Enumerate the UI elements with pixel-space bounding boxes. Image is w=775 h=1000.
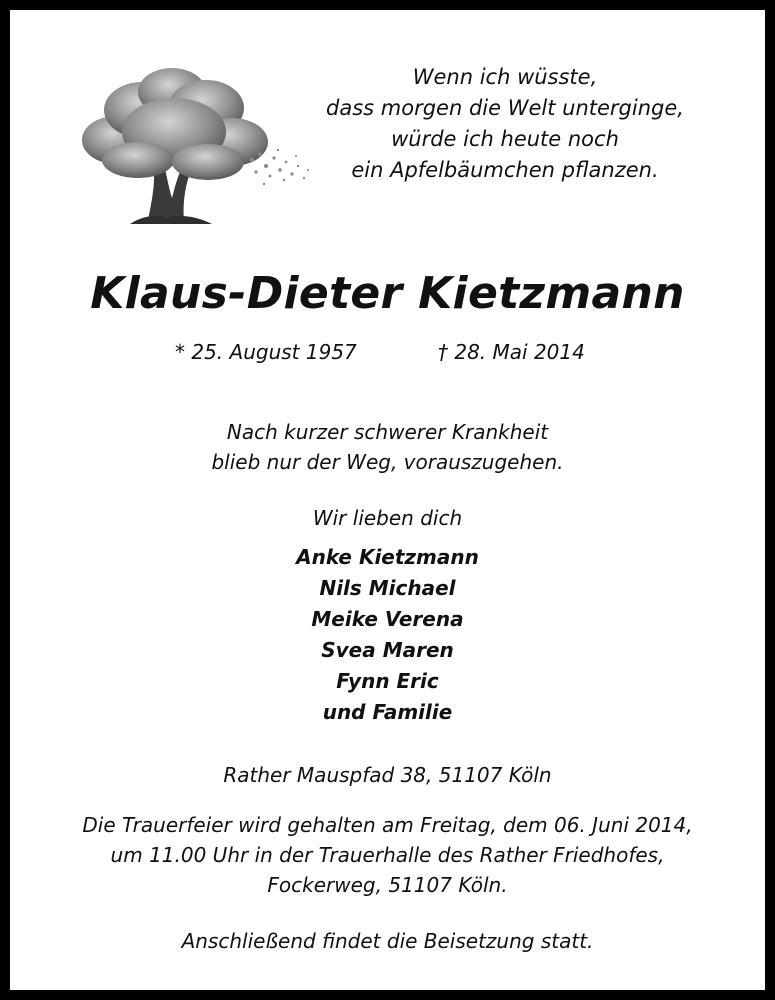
message-line: blieb nur der Weg, vorauszugehen. [211, 450, 564, 474]
poem-quote [260, 62, 750, 186]
obituary-notice [10, 10, 765, 990]
deceased-name: Klaus-Dieter Kietzmann [90, 268, 685, 319]
service-line: Die Trauerfeier wird gehalten am Freitag, dem 06. Juni 2014, [82, 813, 693, 837]
family-member: Svea Maren [321, 638, 454, 662]
service-line: Fockerweg, 51107 Köln. [267, 873, 508, 897]
death-date: † 28. Mai 2014 [438, 340, 585, 364]
family-list [10, 542, 765, 728]
family-member: und Familie [322, 700, 453, 724]
address: Rather Mauspfad 38, 51107 Köln [223, 763, 552, 787]
poem-line: ein Apfelbäumchen pflanzen. [351, 158, 659, 182]
family-member: Nils Michael [319, 576, 456, 600]
family-member: Meike Verena [311, 607, 464, 631]
poem-line: würde ich heute noch [391, 127, 619, 151]
family-member: Anke Kietzmann [296, 545, 479, 569]
funeral-service-info [10, 810, 765, 900]
service-line: um 11.00 Uhr in der Trauerhalle des Rather Friedhofes, [110, 843, 665, 867]
birth-date: * 25. August 1957 [175, 340, 357, 364]
poem-line: dass morgen die Welt unterginge, [326, 96, 684, 120]
family-member: Fynn Eric [336, 669, 439, 693]
message-line: Nach kurzer schwerer Krankheit [226, 420, 549, 444]
farewell-message [10, 417, 765, 477]
poem-line: Wenn ich wüsste, [412, 65, 598, 89]
burial-info: Anschließend findet die Beisetzung statt. [181, 929, 594, 953]
love-line: Wir lieben dich [312, 506, 463, 530]
